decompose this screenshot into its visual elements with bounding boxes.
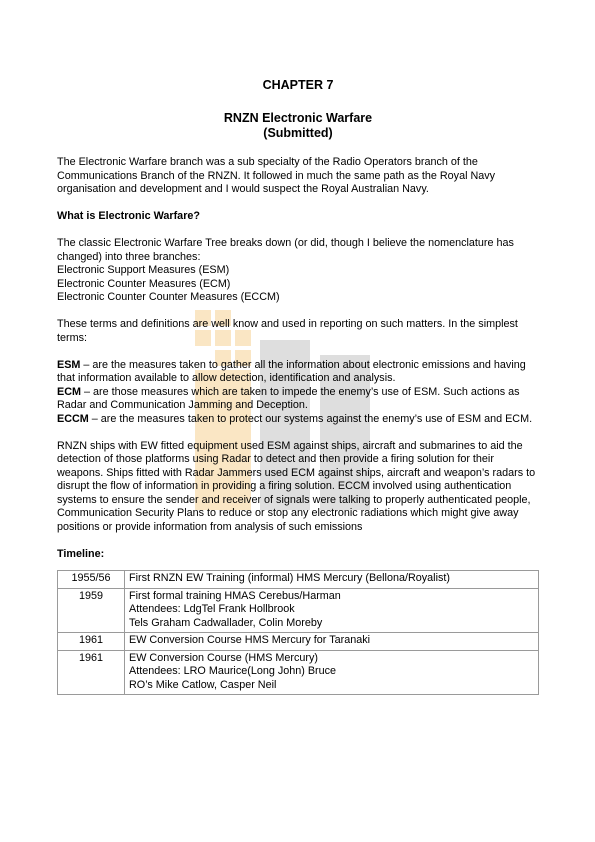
timeline-event bbox=[125, 588, 539, 633]
chapter-number: CHAPTER 7 bbox=[262, 78, 334, 92]
branch-ecm: Electronic Counter Measures (ECM) bbox=[57, 277, 231, 290]
definition-esm bbox=[57, 359, 539, 386]
timeline-year: 1959 bbox=[58, 588, 125, 633]
table-row bbox=[58, 633, 539, 651]
timeline-event-line: EW Conversion Course HMS Mercury for Taranaki bbox=[129, 634, 371, 646]
definition-eccm bbox=[57, 413, 539, 427]
definition-text: – are the measures taken to gather all the information about electronic emissions and having that information available to allow detection, identification and analysis. bbox=[57, 358, 526, 384]
chapter-title: RNZN Electronic Warfare bbox=[223, 111, 373, 125]
definition-text: – are the measures taken to protect our systems against the enemy’s use of ESM and ECM. bbox=[88, 412, 533, 425]
timeline-event bbox=[125, 650, 539, 695]
document-page bbox=[57, 78, 539, 695]
chapter-subtitle: (Submitted) bbox=[263, 126, 333, 140]
timeline-event-line: RO’s Mike Catlow, Casper Neil bbox=[129, 678, 277, 691]
section-heading-what-is-ew: What is Electronic Warfare? bbox=[57, 210, 200, 222]
terms-intro-paragraph: These terms and definitions are well know and used in reporting on such matters. In the simplest terms: bbox=[57, 318, 518, 344]
timeline-year: 1955/56 bbox=[58, 571, 125, 589]
timeline-event-line: First RNZN EW Training (informal) HMS Mercury (Bellona/Royalist) bbox=[129, 572, 450, 584]
branch-esm: Electronic Support Measures (ESM) bbox=[57, 264, 230, 276]
definition-term: ESM bbox=[57, 358, 81, 371]
timeline-year: 1961 bbox=[58, 633, 125, 651]
table-row bbox=[58, 571, 539, 589]
timeline-table bbox=[57, 570, 539, 695]
table-row bbox=[58, 588, 539, 633]
definition-term: ECM bbox=[57, 385, 81, 398]
timeline-event-line: EW Conversion Course (HMS Mercury) bbox=[129, 651, 318, 664]
tree-intro-paragraph: The classic Electronic Warfare Tree breaks down (or did, though I believe the nomenclature has changed) into three branches: bbox=[57, 237, 514, 263]
timeline-event-line: Attendees: LRO Maurice(Long John) Bruce bbox=[129, 665, 337, 677]
timeline-event-line: First formal training HMAS Cerebus/Harman bbox=[129, 589, 341, 602]
intro-paragraph: The Electronic Warfare branch was a sub specialty of the Radio Operators branch of the Communications Branch of the RNZN. It followed in much the same path as the Royal Navy organisation and development and I would suspect the Royal Australian Navy. bbox=[57, 156, 496, 195]
timeline-event bbox=[125, 571, 539, 589]
section-heading-timeline: Timeline: bbox=[57, 547, 105, 560]
definition-ecm bbox=[57, 386, 539, 413]
table-row bbox=[58, 650, 539, 695]
timeline-event-line: Tels Graham Cadwallader, Colin Moreby bbox=[129, 616, 323, 629]
timeline-event bbox=[125, 633, 539, 651]
usage-paragraph: RNZN ships with EW fitted equipment used ESM against ships, aircraft and submarines to aid the detection of those platforms using Radar to detect and then provide a firing solution for their weapons. Ships fitted with Radar Jammers used ECM against ships, aircraft and weapon’s radars to disrupt the flow of information in providing a firing solution. ECCM involved using authentication systems to ensure the sender and receiver of signals were talking to properly authenticated people, Communication Security Plans to reduce or stop any electronic radiations which might give away positions or provide information from analysis of such emissions bbox=[57, 439, 536, 533]
definition-term: ECCM bbox=[57, 412, 89, 425]
timeline-event-line: Attendees: LdgTel Frank Hollbrook bbox=[129, 603, 295, 615]
timeline-year: 1961 bbox=[58, 650, 125, 695]
definition-text: – are those measures which are taken to impede the enemy’s use of ESM. Such actions as Radar and Communication Jamming and Deception. bbox=[57, 385, 520, 411]
branch-eccm: Electronic Counter Counter Measures (ECCM) bbox=[57, 291, 280, 303]
